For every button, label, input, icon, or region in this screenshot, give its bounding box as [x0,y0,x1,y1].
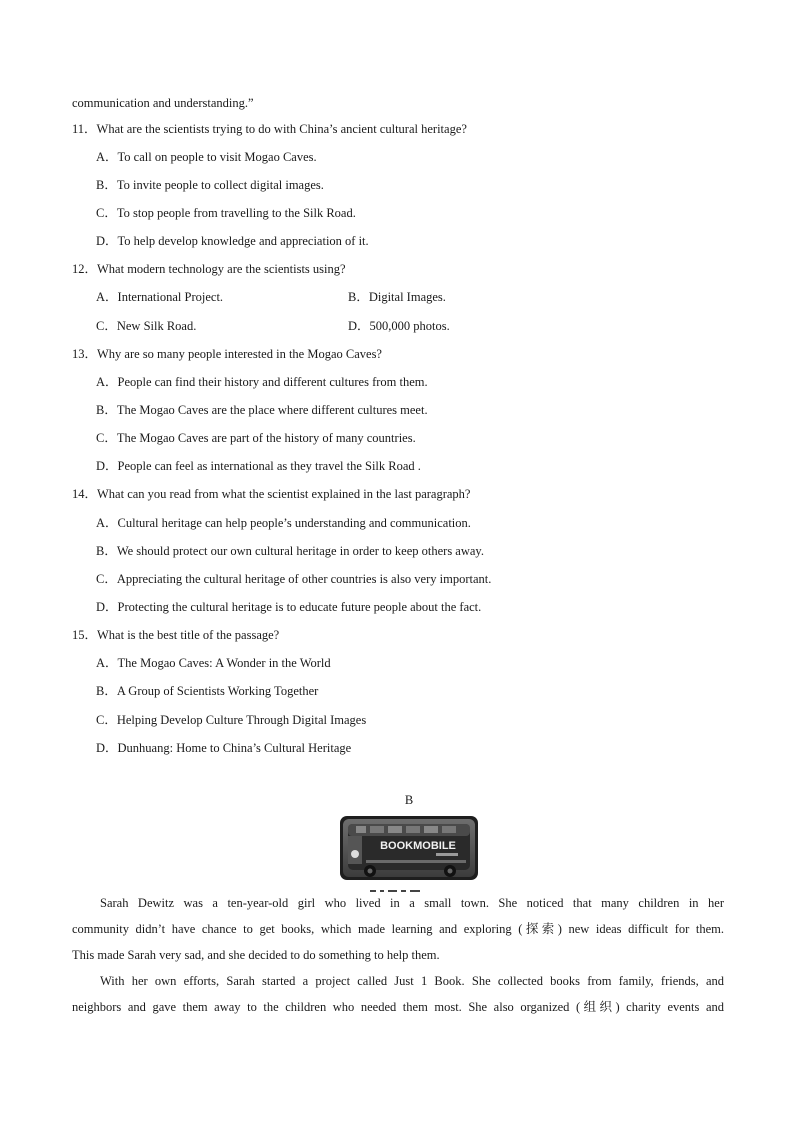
passage-line-5: neighbors and gave them away to the children who needed them most. She also organized (组织) charity events and [72,1000,724,1014]
question-13-option-d: D．People can feel as international as they travel the Silk Road . [96,459,421,473]
bookmobile-bus-icon [340,816,478,880]
question-15-option-a: A．The Mogao Caves: A Wonder in the World [96,656,331,670]
passage-line-4: With her own efforts, Sarah started a project called Just 1 Book. She collected books from family, friends, and [100,974,724,988]
question-12-option-d: D．500,000 photos. [348,319,450,333]
question-15-stem: 15．What is the best title of the passage? [72,628,280,642]
question-14-option-d: D．Protecting the cultural heritage is to educate future people about the fact. [96,600,482,614]
question-12-option-c: C．New Silk Road. [96,319,197,333]
question-13-option-c: C．The Mogao Caves are part of the history of many countries. [96,431,416,445]
question-15-option-b: B．A Group of Scientists Working Together [96,684,319,698]
question-14-stem: 14．What can you read from what the scientist explained in the last paragraph? [72,487,471,501]
question-15-option-d: D．Dunhuang: Home to China’s Cultural Heritage [96,741,352,755]
question-11-option-d: D．To help develop knowledge and appreciation of it. [96,234,369,248]
question-13-option-a: A．People can find their history and different cultures from them. [96,375,428,389]
question-14-option-c: C．Appreciating the cultural heritage of other countries is also very important. [96,572,492,586]
question-14-option-b: B．We should protect our own cultural heritage in order to keep others away. [96,544,484,558]
bus-title: BOOKMOBILE [380,840,456,852]
question-13-stem: 13．Why are so many people interested in the Mogao Caves? [72,347,382,361]
question-13-option-b: B．The Mogao Caves are the place where different cultures meet. [96,403,428,417]
question-11-option-b: B．To invite people to collect digital images. [96,178,324,192]
question-12-option-a: A．International Project. [96,290,224,304]
question-11-option-a: A．To call on people to visit Mogao Caves. [96,150,317,164]
passage-line-2: community didn’t have chance to get books, which made learning and exploring (探索) new ideas difficult for them. [72,922,724,936]
question-11-option-c: C．To stop people from travelling to the Silk Road. [96,206,356,220]
section-b-label: B [404,793,414,807]
question-15-option-c: C．Helping Develop Culture Through Digital Images [96,713,367,727]
passage-line-1: Sarah Dewitz was a ten-year-old girl who lived in a small town. She noticed that many children in her [100,896,724,910]
caption-marks-icon [370,889,422,893]
question-11-stem: 11．What are the scientists trying to do with China’s ancient cultural heritage? [72,122,467,136]
question-12-stem: 12．What modern technology are the scientists using? [72,262,346,276]
bookmobile-photo [340,816,478,880]
passage-line-3: This made Sarah very sad, and she decided to do something to help them. [72,948,440,962]
photo-caption-remnant [370,880,422,884]
question-14-option-a: A．Cultural heritage can help people’s understanding and communication. [96,516,471,530]
question-12-option-b: B．Digital Images. [348,290,446,304]
previous-paragraph-end: communication and understanding.” [72,96,254,110]
